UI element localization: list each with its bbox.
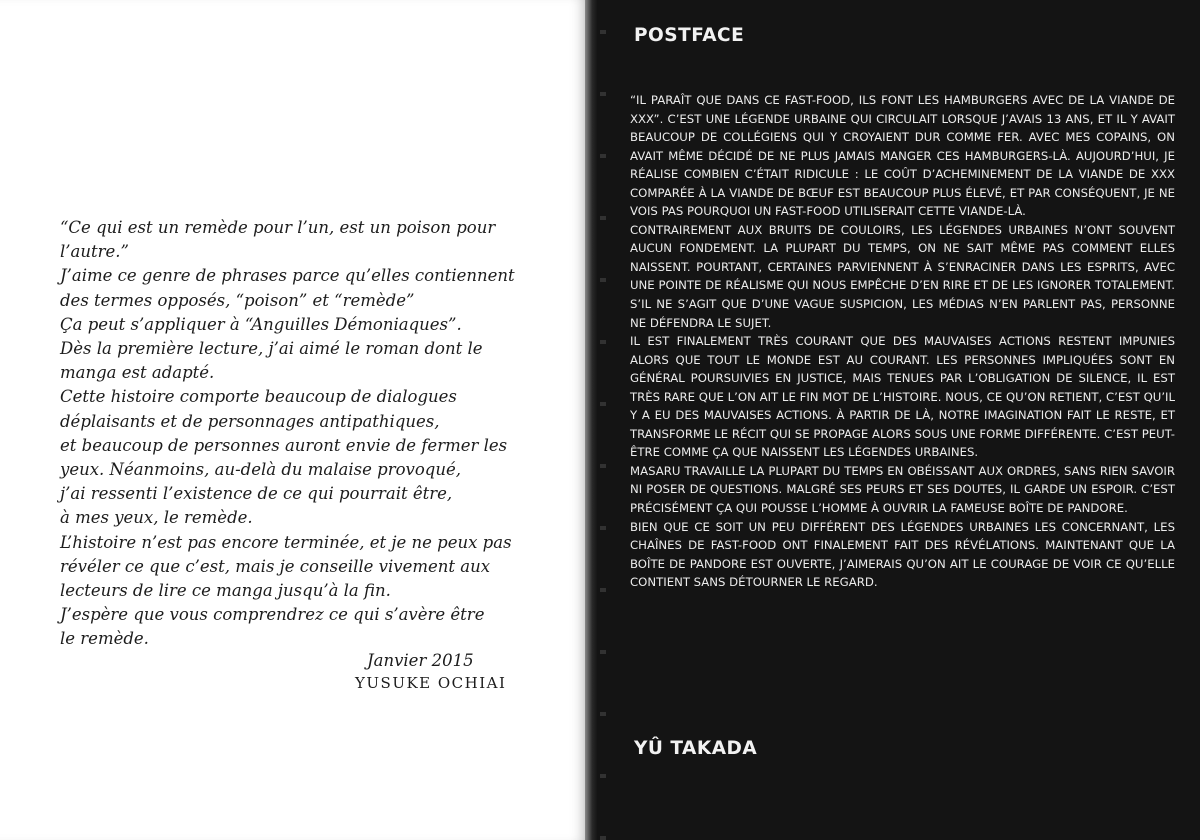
text-line: et beaucoup de personnes auront envie de fermer les xyxy=(60,435,508,455)
text-line: l’autre.” xyxy=(60,242,129,262)
paragraph: “IL PARAÎT QUE DANS CE FAST-FOOD, ILS FONT LES HAMBURGERS AVEC DE LA VIANDE DE XXX”. C’EST UNE LÉGENDE URBAINE QUI CIRCULAIT LORSQUE J’AVAIS 13 ANS, ET IL Y AVAIT BEAUCOUP DE COLLÉGIENS QUI Y CROYAIENT DUR COMME FER. AVEC MES COPAINS, ON AVAIT MÊME DÉCIDÉ DE NE PLUS JAMAIS MANGER CES HAMBURGERS-LÀ. AUJOURD’HUI, JE RÉALISE COMBIEN C’ÉTAIT RIDICULE : LE COÛT D’ACHEMINEMENT DE LA VIANDE DE XXX COMPARÉE À LA VIANDE DE BŒUF EST BEAUCOUP PLUS ÉLEVÉ, ET PAR CONSÉQUENT, JE NE VOIS PAS POURQUOI UN FAST-FOOD UTILISERAIT CETTE VIANDE-LÀ. xyxy=(630,93,1175,219)
right-page xyxy=(597,0,1200,840)
postface-author: YÛ TAKADA xyxy=(634,738,758,759)
signature-author: YUSUKE OCHIAI xyxy=(355,674,507,692)
text-line: J’espère que vous comprendrez ce qui s’avère être xyxy=(60,605,485,625)
paragraph: CONTRAIREMENT AUX BRUITS DE COULOIRS, LES LÉGENDES URBAINES N’ONT SOUVENT AUCUN FONDEMENT. LA PLUPART DU TEMPS, ON NE SAIT MÊME PAS COMMENT ELLES NAISSENT. POURTANT, CERTAINES PARVIENNENT À S’ENRACINER DANS LES ESPRITS, AVEC UNE POINTE DE RÉALISME QUI NOUS EMPÊCHE D’EN RIRE ET DE LES IGNORER TOTALEMENT. S’IL NE S’AGIT QUE D’UNE VAGUE SUSPICION, LES MÉDIAS N’EN PARLENT PAS, PERSONNE NE DÉFENDRA LE SUJET. xyxy=(630,222,1175,330)
text-line: j’ai ressenti l’existence de ce qui pourrait être, xyxy=(60,484,453,504)
handwritten-afterword xyxy=(60,216,530,652)
text-line: lecteurs de lire ce manga jusqu’à la fin. xyxy=(60,581,391,601)
text-line: à mes yeux, le remède. xyxy=(60,508,253,528)
text-line: manga est adapté. xyxy=(60,363,215,383)
text-line: yeux. Néanmoins, au-delà du malaise provoqué, xyxy=(60,460,461,480)
text-line: Ça peut s’appliquer à “Anguilles Démoniaques”. xyxy=(60,314,462,334)
binding-stitches xyxy=(600,0,606,840)
page-title: POSTFACE xyxy=(634,25,745,46)
paragraph: BIEN QUE CE SOIT UN PEU DIFFÉRENT DES LÉGENDES URBAINES LES CONCERNANT, LES CHAÎNES DE FAST-FOOD ONT FINALEMENT FAIT DES RÉVÉLATIONS. MAINTENANT QUE LA BOÎTE DE PANDORE EST OUVERTE, J’AIMERAIS QU’ON AIT LE COURAGE DE VOIR CE QU’ELLE CONTIENT SANS DÉTOURNER LE REGARD. xyxy=(630,519,1175,590)
left-page xyxy=(0,0,585,840)
postface-body xyxy=(630,91,1175,592)
text-line: Cette histoire comporte beaucoup de dialogues xyxy=(60,387,457,407)
text-line: déplaisants et de personnages antipathiques, xyxy=(60,411,440,431)
paragraph: IL EST FINALEMENT TRÈS COURANT QUE DES MAUVAISES ACTIONS RESTENT IMPUNIES ALORS QUE TOUT LE MONDE EST AU COURANT. LES PERSONNES IMPLIQUÉES SONT EN GÉNÉRAL POURSUIVIES EN JUSTICE, MAIS TENUES PAR L’OBLIGATION DE SILENCE, IL EST TRÈS RARE QUE L’ON AIT LE FIN MOT DE L’HISTOIRE. NOUS, CE QU’ON RETIENT, C’EST QU’IL Y A EU DES MAUVAISES ACTIONS. À PARTIR DE LÀ, NOTRE IMAGINATION FAIT LE RESTE, ET TRANSFORME LE RÉCIT QUI SE PROPAGE ALORS SOUS UNE FORME DIFFÉRENTE. C’EST PEUT-ÊTRE COMME ÇA QUE NAISSENT LES LÉGENDES URBAINES. xyxy=(630,334,1175,460)
text-line: le remède. xyxy=(60,629,149,649)
book-gutter xyxy=(585,0,597,840)
text-line: Dès la première lecture, j’ai aimé le roman dont le xyxy=(60,339,483,359)
text-line: “Ce qui est un remède pour l’un, est un poison pour xyxy=(60,218,496,237)
text-line: des termes opposés, “poison” et “remède” xyxy=(60,290,415,310)
text-line: J’aime ce genre de phrases parce qu’elles contiennent xyxy=(60,266,515,286)
signature-date: Janvier 2015 xyxy=(367,651,474,670)
signature-block xyxy=(355,650,545,694)
text-line: L’histoire n’est pas encore terminée, et je ne peux pas xyxy=(60,532,512,552)
text-line: révéler ce que c’est, mais je conseille vivement aux xyxy=(60,556,491,576)
paragraph: MASARU TRAVAILLE LA PLUPART DU TEMPS EN OBÉISSANT AUX ORDRES, SANS RIEN SAVOIR NI POSER DE QUESTIONS. MALGRÉ SES PEURS ET SES DOUTES, IL GARDE UN ESPOIR. C’EST PRÉCISÉMENT ÇA QUI POUSSE L’HOMME À OUVRIR LA FAMEUSE BOÎTE DE PANDORE. xyxy=(630,463,1175,516)
